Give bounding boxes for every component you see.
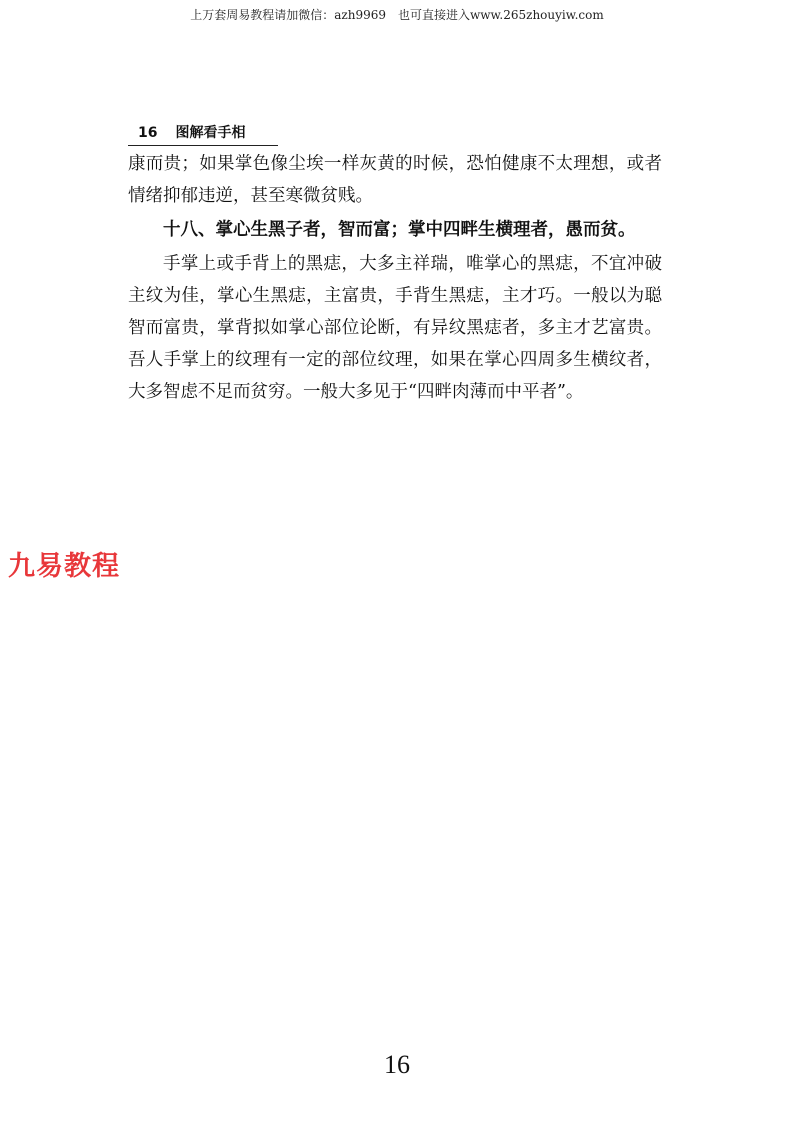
paragraph-body: 手掌上或手背上的黑痣，大多主祥瑞，唯掌心的黑痣，不宜冲破主纹为佳，掌心生黑痣，主富贵，手背生黑痣，主才巧。一般以为聪智而富贵，掌背拟如掌心部位论断，有异纹黑痣者，多主才艺富贵。吾人手掌上的纹理有一定的部位纹理，如果在掌心四周多生横纹者，大多智虑不足而贫穷。一般大多见于“四畔肉薄而中平者”。	[128, 254, 662, 402]
running-head	[128, 122, 278, 146]
running-head-page-number: 16	[138, 125, 158, 141]
page-folio: 16	[384, 1050, 410, 1079]
section-heading: 十八、掌心生黑子者，智而富；掌中四畔生横理者，愚而贫。	[163, 220, 636, 240]
watermark-logo: 九易教程	[8, 551, 120, 582]
top-banner: 上万套周易教程请加微信：azh9969 也可直接进入www.265zhouyiw.com	[190, 8, 604, 22]
body-text	[128, 148, 662, 408]
running-head-book-title: 图解看手相	[175, 125, 246, 141]
paragraph-continuation: 康而贵；如果掌色像尘埃一样灰黄的时候，恐怕健康不太理想，或者情绪抑郁违逆，甚至寒微贫贱。	[128, 154, 662, 206]
